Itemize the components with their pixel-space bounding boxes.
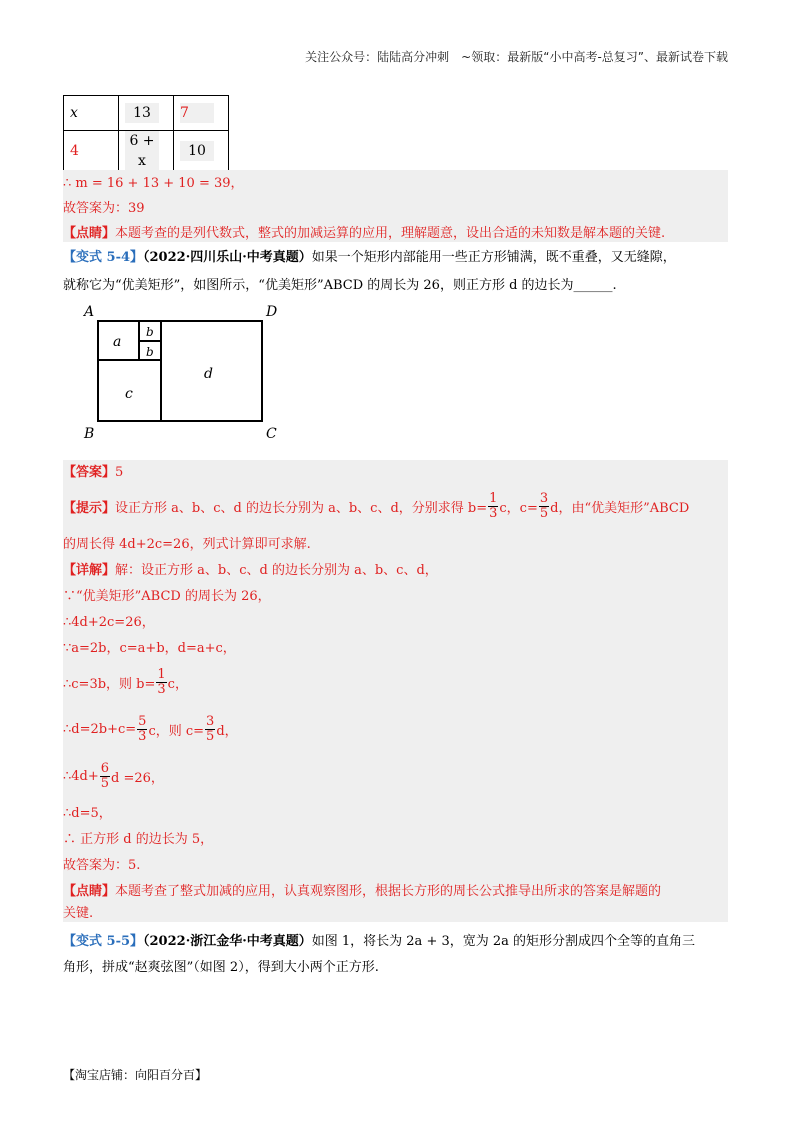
detail-step: ∴d=2b+c= $\frac{5}{3}$ c，则 c= $\frac{3}{5}$ d，	[63, 713, 238, 744]
detail-step: ∴ 正方形 d 的边长为 5，	[63, 832, 214, 847]
question-5-5-line2: 角形，拼成“赵爽弦图”（如图 2），得到大小两个正方形.	[63, 960, 379, 975]
square-a-label: a	[113, 334, 122, 350]
table-cell: 10	[174, 131, 229, 172]
comment-line-2: 关键.	[63, 906, 94, 921]
square-b-label: b	[146, 345, 154, 359]
square-c-label: c	[125, 386, 133, 402]
answer-line: 故答案为：39	[63, 201, 145, 216]
hint-line: 【提示】 设正方形 a、b、c、d 的边长分别为 a、b、c、d，分别求得 b= $\frac{1}{3}$ c，c= $\frac{3}{5}$ d，由“优美矩形”ABCD	[63, 490, 690, 521]
detail-step: ∴d=5，	[63, 806, 112, 821]
comment-line: 【点睛】本题考查了整式加减的应用，认真观察图形，根据长方形的周长公式推导出所求的答案是解题的	[63, 884, 662, 899]
question-5-4: 【变式 5-4】（2022·四川乐山·中考真题）如果一个矩形内部能用一些正方形铺满，既不重叠，又无缝隙，	[63, 250, 676, 265]
table-row	[64, 96, 229, 131]
table-cell: x	[64, 96, 119, 131]
detail-step: ∴c=3b，则 b= $\frac{1}{3}$ c，	[63, 666, 188, 697]
table-cell: 13	[119, 96, 174, 131]
question-5-4-line2: 就称它为“优美矩形”，如图所示，“优美矩形”ABCD 的周长为 26，则正方形 d 的边长为______.	[63, 278, 617, 293]
detail-step: ∵a=2b，c=a+b，d=a+c，	[63, 641, 236, 656]
label-C: C	[266, 426, 277, 442]
table-row	[64, 131, 229, 172]
detail-line: 【详解】解：设正方形 a、b、c、d 的边长分别为 a、b、c、d，	[63, 563, 438, 578]
detail-step: ∴4d+ $\frac{6}{5}$ d =26，	[63, 760, 164, 791]
value-table	[63, 95, 229, 172]
label-A: A	[84, 304, 95, 320]
square-b-label: b	[146, 325, 154, 339]
question-5-5: 【变式 5-5】（2022·浙江金华·中考真题）如图 1，将长为 2a + 3，宽为 2a 的矩形分割成四个全等的直角三	[63, 934, 696, 949]
answer-line: 【答案】5	[63, 465, 124, 480]
table-cell: 6 + x	[119, 131, 174, 172]
page-footer: 【淘宝店铺：向阳百分百】	[63, 1068, 208, 1082]
square-d-label: d	[204, 366, 213, 382]
detail-step: ∵“优美矩形”ABCD 的周长为 26，	[63, 589, 271, 604]
m-equation: ∴ m = 16 + 13 + 10 = 39，	[63, 176, 244, 191]
label-B: B	[84, 426, 95, 442]
table-cell: 4	[64, 131, 119, 172]
page-header: 关注公众号：陆陆高分冲刺 ~领取：最新版“小中高考-总复习”、最新试卷下载	[305, 50, 728, 64]
answer-line: 故答案为：5.	[63, 858, 141, 873]
table-cell: 7	[174, 96, 229, 131]
label-D: D	[266, 304, 278, 320]
detail-step: ∴4d+2c=26，	[63, 615, 155, 630]
comment-line: 【点睛】本题考查的是列代数式，整式的加减运算的应用，理解题意，设出合适的未知数是解本题的关键.	[63, 226, 666, 241]
rectangle-abcd	[98, 321, 262, 421]
perfect-rectangle-figure	[80, 300, 290, 445]
hint-line-2: 的周长得 4d+2c=26，列式计算即可求解.	[63, 537, 311, 552]
